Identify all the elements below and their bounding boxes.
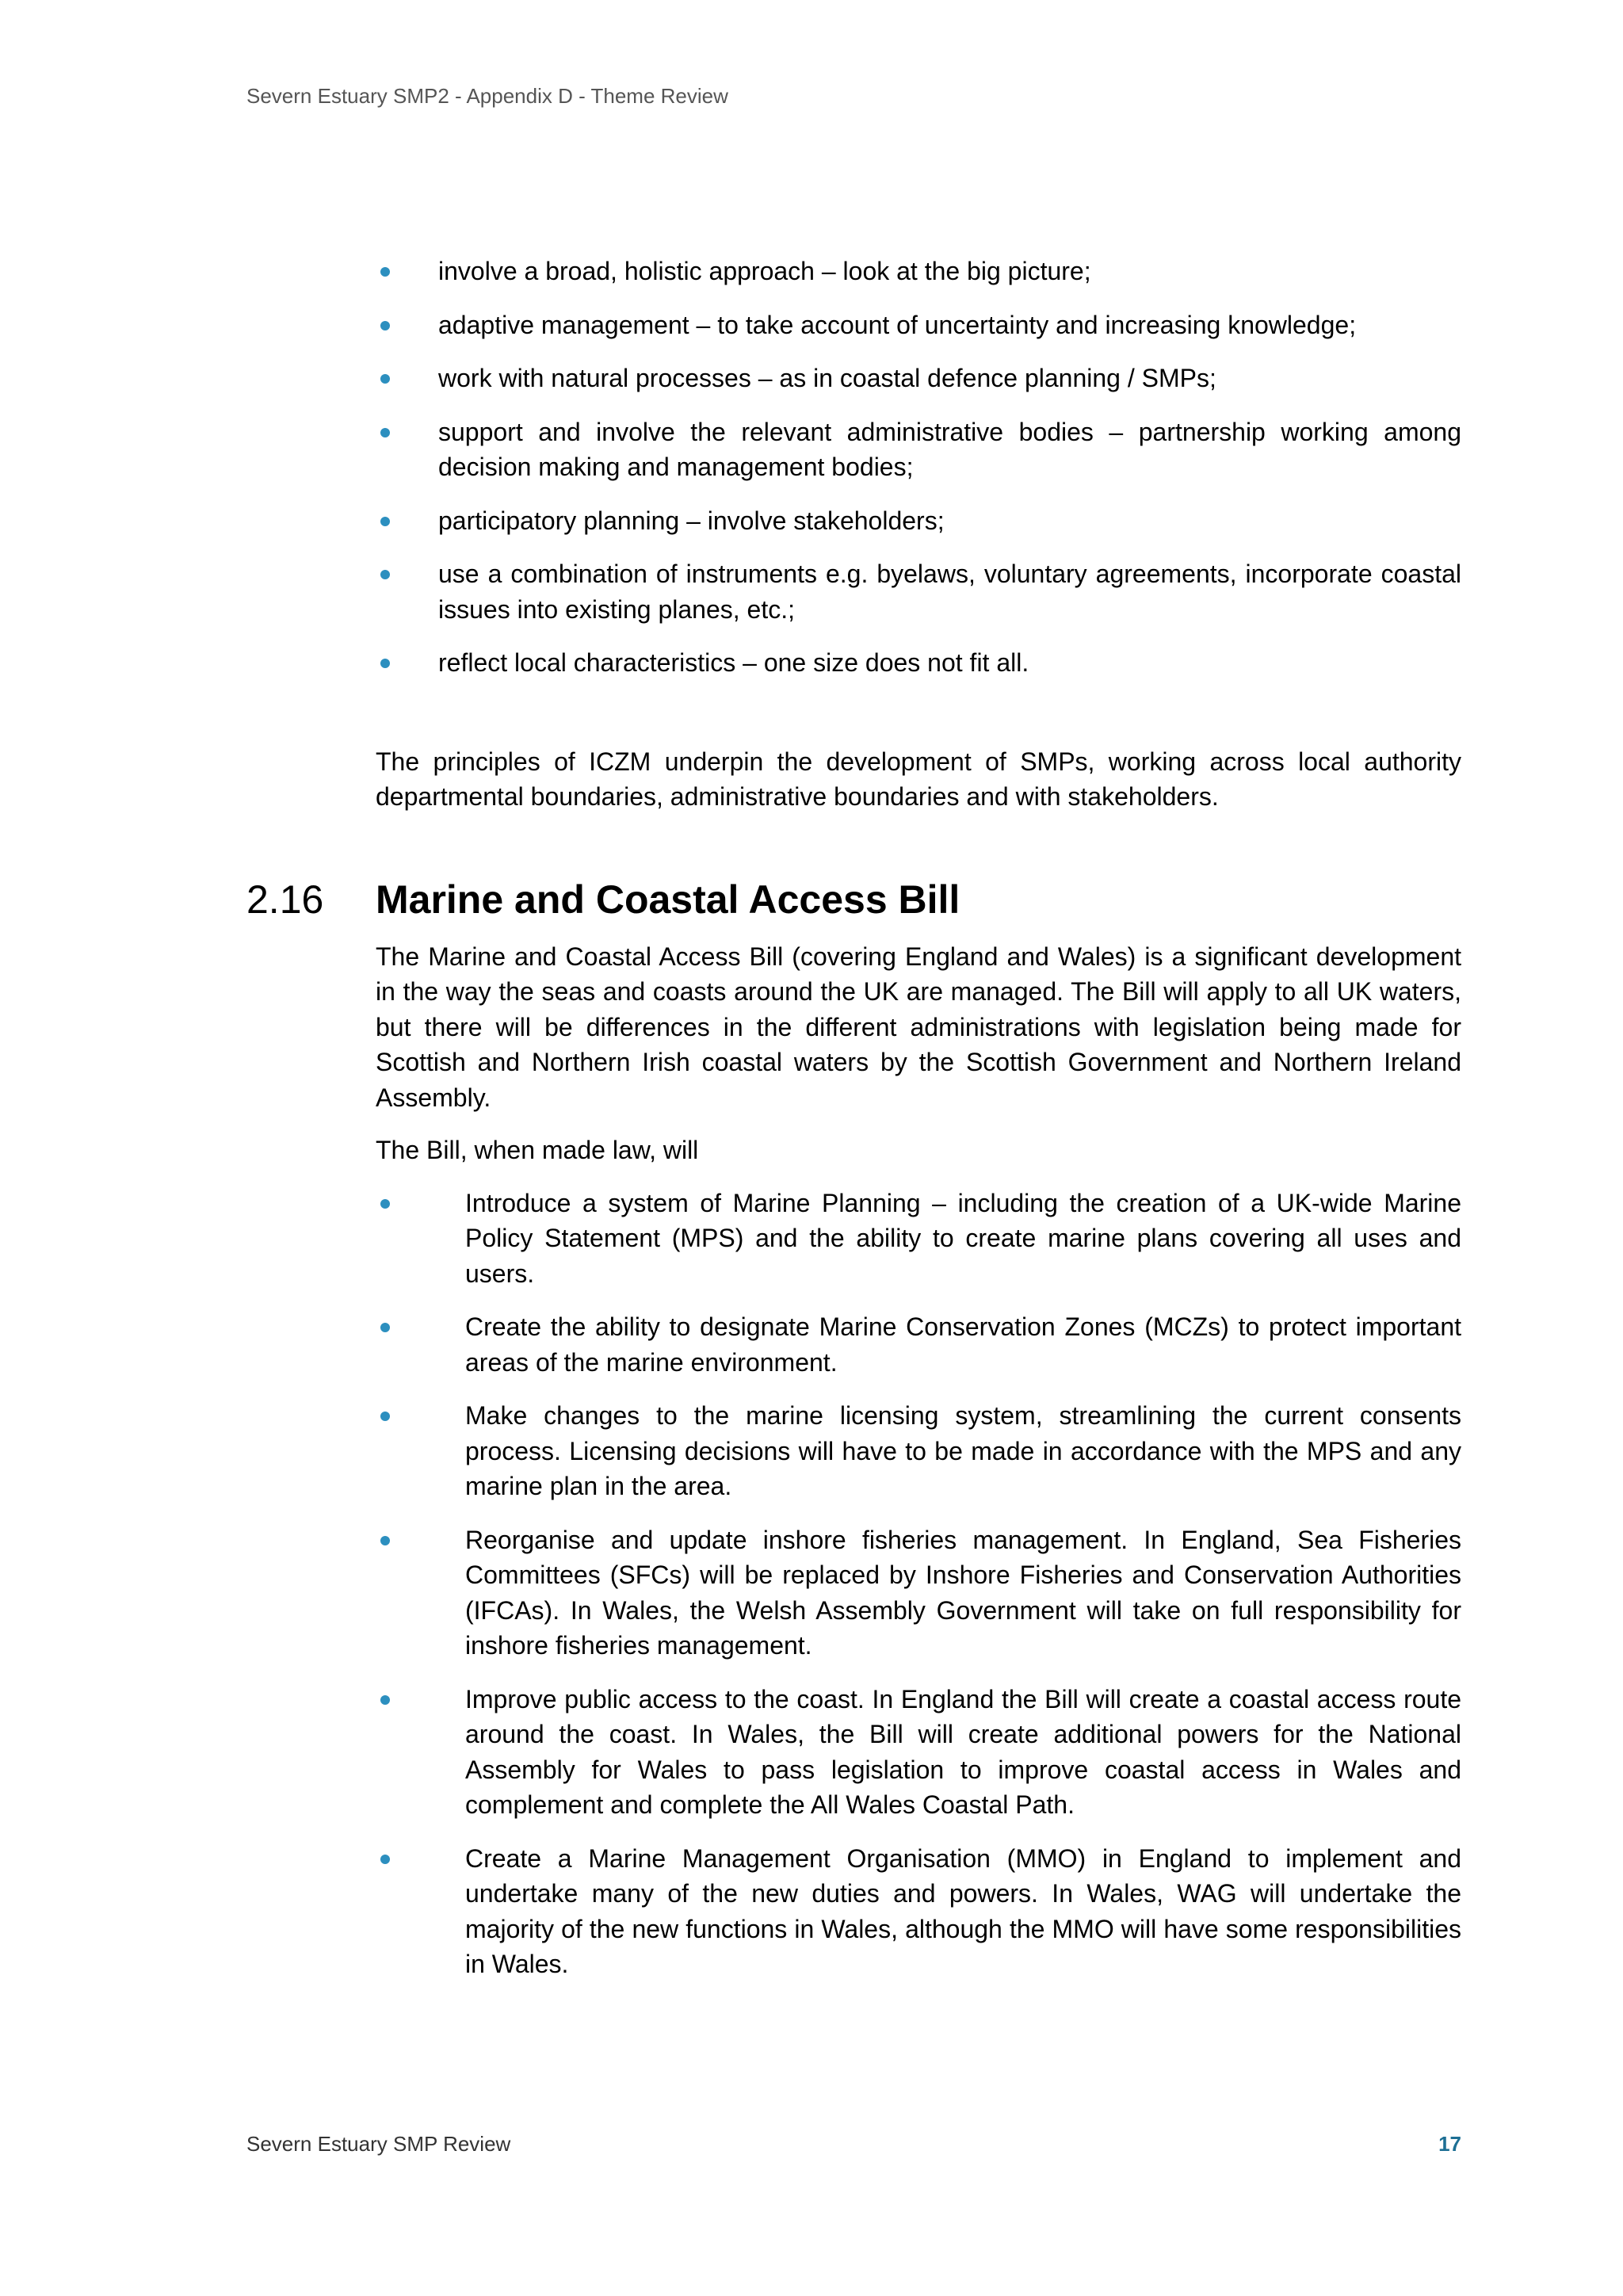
list-item-text: Introduce a system of Marine Planning – including the creation of a UK-wide Marine Policy Statement (MPS) and the ability to create marine plans covering all uses and users.	[465, 1188, 1461, 1288]
bullet-icon	[380, 517, 390, 526]
bullet-icon	[380, 1412, 390, 1421]
page-content	[246, 254, 1461, 2000]
list-item	[376, 503, 1461, 539]
list-item	[376, 645, 1461, 681]
section-number: 2.16	[246, 877, 324, 922]
section-lead-in: The Bill, when made law, will	[376, 1136, 699, 1164]
bullet-icon	[380, 570, 390, 579]
list-item-text: adaptive management – to take account of uncertainty and increasing knowledge;	[438, 310, 1357, 339]
bill-provisions-list	[376, 1186, 1461, 1982]
bullet-icon	[380, 1695, 390, 1705]
list-item	[376, 1522, 1461, 1664]
bullet-icon	[380, 267, 390, 277]
list-item-text: work with natural processes – as in coastal defence planning / SMPs;	[438, 364, 1216, 392]
list-item-text: involve a broad, holistic approach – look at the big picture;	[438, 257, 1091, 285]
list-item-text: Improve public access to the coast. In England the Bill will create a coastal access route around the coast. In Wales, the Bill will create additional powers for the National Assembly for Wales to pass legislation to improve coastal access in Wales and complement and complete the All Wales Coastal Path.	[465, 1684, 1461, 1819]
list-item-text: participatory planning – involve stakeholders;	[438, 506, 945, 535]
bullet-icon	[380, 428, 390, 437]
list-item	[376, 361, 1461, 396]
section-title: Marine and Coastal Access Bill	[376, 877, 960, 922]
list-item-text: Create a Marine Management Organisation (MMO) in England to implement and undertake many of the new duties and powers. In Wales, WAG will undertake the majority of the new functions in Wales, although the MMO will have some responsibilities in Wales.	[465, 1843, 1461, 1978]
section-heading	[246, 873, 1461, 926]
bullet-icon	[380, 1855, 390, 1864]
iczm-paragraph: The principles of ICZM underpin the development of SMPs, working across local authority departmental boundaries, administrative boundaries and with stakeholders.	[376, 747, 1461, 811]
bullet-icon	[380, 374, 390, 384]
bullet-icon	[380, 1323, 390, 1332]
list-item	[376, 1682, 1461, 1823]
list-item-text: reflect local characteristics – one size does not fit all.	[438, 648, 1029, 677]
bullet-icon	[380, 659, 390, 668]
list-item	[376, 556, 1461, 627]
list-item	[376, 1309, 1461, 1380]
bullet-icon	[380, 1199, 390, 1209]
footer-document-title: Severn Estuary SMP Review	[246, 2132, 511, 2156]
list-item	[376, 1841, 1461, 1982]
list-item	[376, 415, 1461, 485]
section-intro-paragraph: The Marine and Coastal Access Bill (covering England and Wales) is a significant development in the way the seas and coasts around the UK are managed. The Bill will apply to all UK waters, but there will be differences in the different administrations with legislation being made for Scottish and Northern Irish coastal waters by the Scottish Government and Northern Ireland Assembly.	[376, 942, 1461, 1112]
list-item	[376, 308, 1461, 343]
principles-list	[376, 254, 1461, 681]
list-item-text: Reorganise and update inshore fisheries management. In England, Sea Fisheries Committees (SFCs) will be replaced by Inshore Fisheries and Conservation Authorities (IFCAs). In Wales, the Welsh Assembly Government will take on full responsibility for inshore fisheries management.	[465, 1525, 1461, 1660]
list-item	[376, 254, 1461, 289]
list-item	[376, 1186, 1461, 1292]
bullet-icon	[380, 321, 390, 330]
list-item-text: support and involve the relevant administrative bodies – partnership working among decision making and management bodies;	[438, 417, 1461, 481]
list-item	[376, 1398, 1461, 1504]
running-header: Severn Estuary SMP2 - Appendix D - Theme Review	[246, 84, 728, 108]
list-item-text: Make changes to the marine licensing system, streamlining the current consents process. Licensing decisions will have to be made in accordance with the MPS and any marine plan in the area.	[465, 1401, 1461, 1500]
bullet-icon	[380, 1536, 390, 1545]
page-number: 17	[1438, 2132, 1461, 2156]
list-item-text: use a combination of instruments e.g. byelaws, voluntary agreements, incorporate coastal issues into existing planes, etc.;	[438, 560, 1461, 624]
list-item-text: Create the ability to designate Marine Conservation Zones (MCZs) to protect important areas of the marine environment.	[465, 1312, 1461, 1377]
